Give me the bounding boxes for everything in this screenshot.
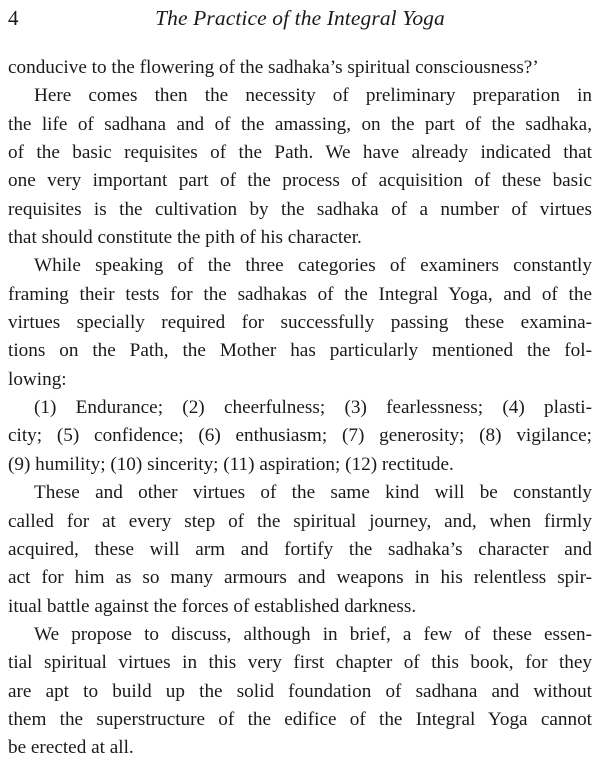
text-line: conducive to the flowering of the sadhaka’s spiritual consciousness?’	[8, 57, 539, 78]
text-line: (9) humility; (10) sincerity; (11) aspiration; (12) rectitude.	[8, 453, 454, 475]
text-line: While speaking of the three categories of examiners constantly	[34, 255, 592, 277]
text-line: virtues specially required for successfully passing these examina-	[8, 312, 592, 334]
text-line: act for him as so many armours and weapons in his relentless spir-	[8, 567, 592, 589]
text-line: (1) Endurance; (2) cheerfulness; (3) fearlessness; (4) plasti-	[34, 397, 592, 419]
text-line: that should constitute the pith of his character.	[8, 227, 362, 249]
page-number: 4	[8, 6, 19, 30]
text-line: We propose to discuss, although in brief, a few of these essen-	[34, 623, 592, 645]
text-line: tions on the Path, the Mother has particularly mentioned the fol-	[8, 340, 592, 362]
text-line: tial spiritual virtues in this very first chapter of this book, for they	[8, 652, 592, 674]
body-text	[8, 54, 592, 763]
text-line: framing their tests for the sadhakas of the Integral Yoga, and of the	[8, 283, 592, 305]
text-line: called for at every step of the spiritual journey, and, when firmly	[8, 510, 592, 532]
text-line: requisites is the cultivation by the sadhaka of a number of virtues	[8, 198, 592, 220]
text-line: of the basic requisites of the Path. We have already indicated that	[8, 142, 592, 164]
running-title: The Practice of the Integral Yoga	[155, 6, 445, 30]
text-line: itual battle against the forces of established darkness.	[8, 595, 417, 617]
text-line: the life of sadhana and of the amassing, on the part of the sadhaka,	[8, 113, 592, 135]
text-line: be erected at all.	[8, 737, 134, 759]
text-line: them the superstructure of the edifice of the Integral Yoga cannot	[8, 708, 592, 730]
text-line: one very important part of the process of acquisition of these basic	[8, 170, 592, 192]
book-page	[8, 0, 592, 759]
text-line: These and other virtues of the same kind will be constantly	[34, 482, 592, 504]
text-line: Here comes then the necessity of preliminary preparation in	[34, 85, 592, 107]
text-line: lowing:	[8, 368, 67, 390]
text-line: acquired, these will arm and fortify the sadhaka’s character and	[8, 538, 592, 560]
page-header	[8, 0, 592, 36]
text-line: are apt to build up the solid foundation of sadhana and without	[8, 680, 592, 702]
text-line: city; (5) confidence; (6) enthusiasm; (7) generosity; (8) vigilance;	[8, 425, 592, 447]
